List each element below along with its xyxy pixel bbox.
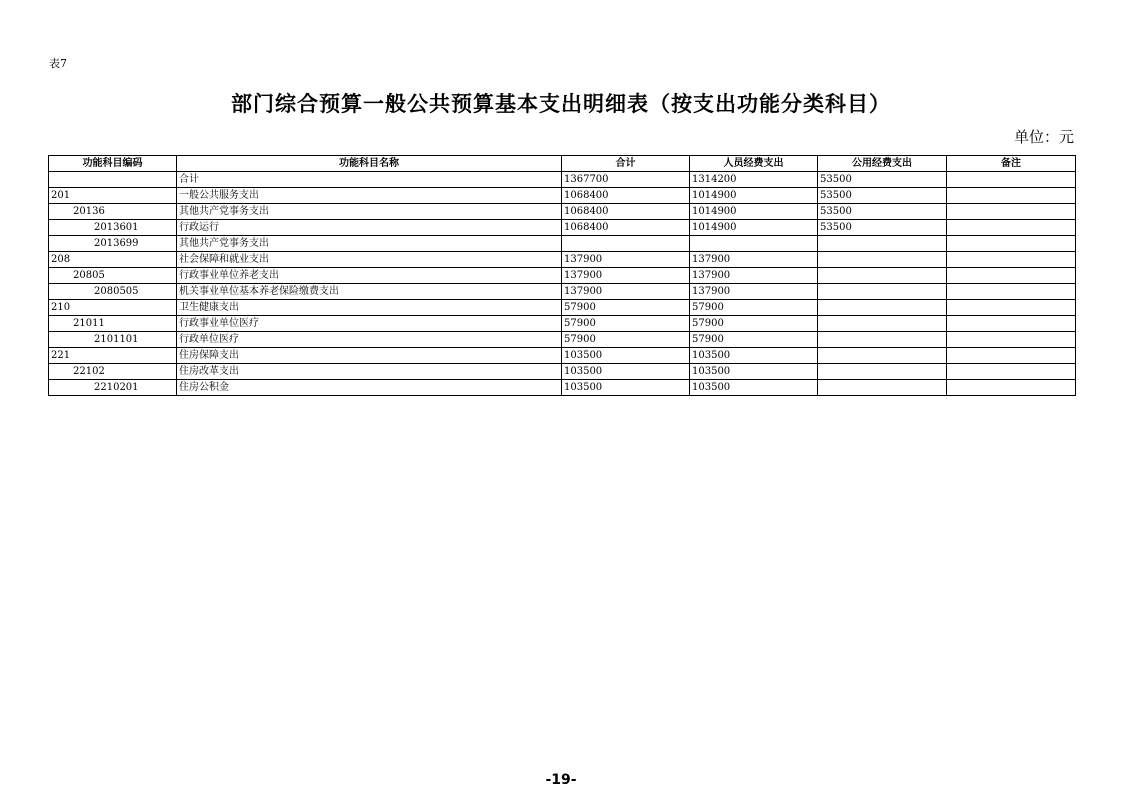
- table-body: [49, 172, 1076, 396]
- cell-name: 机关事业单位基本养老保险缴费支出: [177, 284, 562, 300]
- cell-personnel: [690, 236, 818, 252]
- cell-public: [818, 252, 947, 268]
- header-personnel: 人员经费支出: [690, 156, 818, 172]
- cell-personnel: 103500: [690, 364, 818, 380]
- cell-name: 住房改革支出: [177, 364, 562, 380]
- cell-total: [562, 236, 690, 252]
- cell-personnel: 1314200: [690, 172, 818, 188]
- cell-note: [947, 316, 1076, 332]
- cell-personnel: 137900: [690, 268, 818, 284]
- table-row: [49, 236, 1076, 252]
- table-row: [49, 348, 1076, 364]
- cell-total: 1068400: [562, 220, 690, 236]
- cell-code: 21011: [49, 316, 177, 332]
- table-row: [49, 204, 1076, 220]
- cell-note: [947, 204, 1076, 220]
- header-public: 公用经费支出: [818, 156, 947, 172]
- cell-total: 137900: [562, 284, 690, 300]
- table-row: [49, 188, 1076, 204]
- cell-note: [947, 236, 1076, 252]
- cell-name: 其他共产党事务支出: [177, 236, 562, 252]
- cell-name: 一般公共服务支出: [177, 188, 562, 204]
- cell-code: 2013601: [49, 220, 177, 236]
- cell-public: [818, 332, 947, 348]
- cell-note: [947, 380, 1076, 396]
- cell-total: 103500: [562, 364, 690, 380]
- cell-note: [947, 172, 1076, 188]
- table-row: [49, 364, 1076, 380]
- cell-code: 208: [49, 252, 177, 268]
- cell-public: [818, 364, 947, 380]
- cell-note: [947, 252, 1076, 268]
- cell-personnel: 137900: [690, 252, 818, 268]
- unit-label: 单位：元: [1013, 128, 1074, 146]
- cell-name: 行政运行: [177, 220, 562, 236]
- cell-personnel: 103500: [690, 380, 818, 396]
- cell-public: [818, 380, 947, 396]
- cell-total: 1068400: [562, 204, 690, 220]
- header-total: 合计: [562, 156, 690, 172]
- cell-total: 57900: [562, 316, 690, 332]
- cell-code: 2101101: [49, 332, 177, 348]
- cell-personnel: 57900: [690, 316, 818, 332]
- cell-public: 53500: [818, 172, 947, 188]
- cell-name: 行政事业单位医疗: [177, 316, 562, 332]
- cell-name: 社会保障和就业支出: [177, 252, 562, 268]
- cell-name: 其他共产党事务支出: [177, 204, 562, 220]
- cell-total: 1367700: [562, 172, 690, 188]
- cell-note: [947, 268, 1076, 284]
- cell-code: 210: [49, 300, 177, 316]
- cell-total: 103500: [562, 380, 690, 396]
- header-code: 功能科目编码: [49, 156, 177, 172]
- cell-name: 住房公积金: [177, 380, 562, 396]
- cell-personnel: 103500: [690, 348, 818, 364]
- cell-total: 103500: [562, 348, 690, 364]
- cell-note: [947, 364, 1076, 380]
- cell-code: [49, 172, 177, 188]
- cell-name: 住房保障支出: [177, 348, 562, 364]
- cell-total: 137900: [562, 268, 690, 284]
- cell-code: 2013699: [49, 236, 177, 252]
- cell-code: 201: [49, 188, 177, 204]
- cell-code: 20805: [49, 268, 177, 284]
- table-row: [49, 316, 1076, 332]
- table-row: [49, 300, 1076, 316]
- cell-public: [818, 284, 947, 300]
- cell-total: 57900: [562, 332, 690, 348]
- header-name: 功能科目名称: [177, 156, 562, 172]
- cell-public: 53500: [818, 220, 947, 236]
- cell-personnel: 1014900: [690, 204, 818, 220]
- header-note: 备注: [947, 156, 1076, 172]
- page-number: -19-: [545, 772, 577, 788]
- cell-total: 1068400: [562, 188, 690, 204]
- cell-note: [947, 284, 1076, 300]
- cell-total: 137900: [562, 252, 690, 268]
- cell-public: 53500: [818, 188, 947, 204]
- cell-public: [818, 348, 947, 364]
- cell-code: 20136: [49, 204, 177, 220]
- cell-public: [818, 236, 947, 252]
- cell-name: 行政单位医疗: [177, 332, 562, 348]
- table-row: [49, 172, 1076, 188]
- cell-name: 行政事业单位养老支出: [177, 268, 562, 284]
- table-header-row: [49, 156, 1076, 172]
- cell-public: [818, 268, 947, 284]
- page-title: 部门综合预算一般公共预算基本支出明细表（按支出功能分类科目）: [231, 92, 891, 116]
- cell-code: 22102: [49, 364, 177, 380]
- table-number-label: 表7: [49, 57, 67, 70]
- cell-note: [947, 332, 1076, 348]
- cell-code: 221: [49, 348, 177, 364]
- cell-personnel: 1014900: [690, 188, 818, 204]
- cell-name: 卫生健康支出: [177, 300, 562, 316]
- table-row: [49, 252, 1076, 268]
- cell-note: [947, 188, 1076, 204]
- cell-note: [947, 348, 1076, 364]
- cell-note: [947, 300, 1076, 316]
- cell-code: 2080505: [49, 284, 177, 300]
- cell-public: [818, 300, 947, 316]
- cell-personnel: 57900: [690, 332, 818, 348]
- cell-note: [947, 220, 1076, 236]
- cell-total: 57900: [562, 300, 690, 316]
- cell-personnel: 137900: [690, 284, 818, 300]
- table-row: [49, 380, 1076, 396]
- cell-public: [818, 316, 947, 332]
- table-row: [49, 332, 1076, 348]
- table-row: [49, 268, 1076, 284]
- table-row: [49, 220, 1076, 236]
- cell-personnel: 57900: [690, 300, 818, 316]
- cell-code: 2210201: [49, 380, 177, 396]
- cell-personnel: 1014900: [690, 220, 818, 236]
- budget-table: [48, 155, 1076, 396]
- cell-public: 53500: [818, 204, 947, 220]
- cell-name: 合计: [177, 172, 562, 188]
- table-row: [49, 284, 1076, 300]
